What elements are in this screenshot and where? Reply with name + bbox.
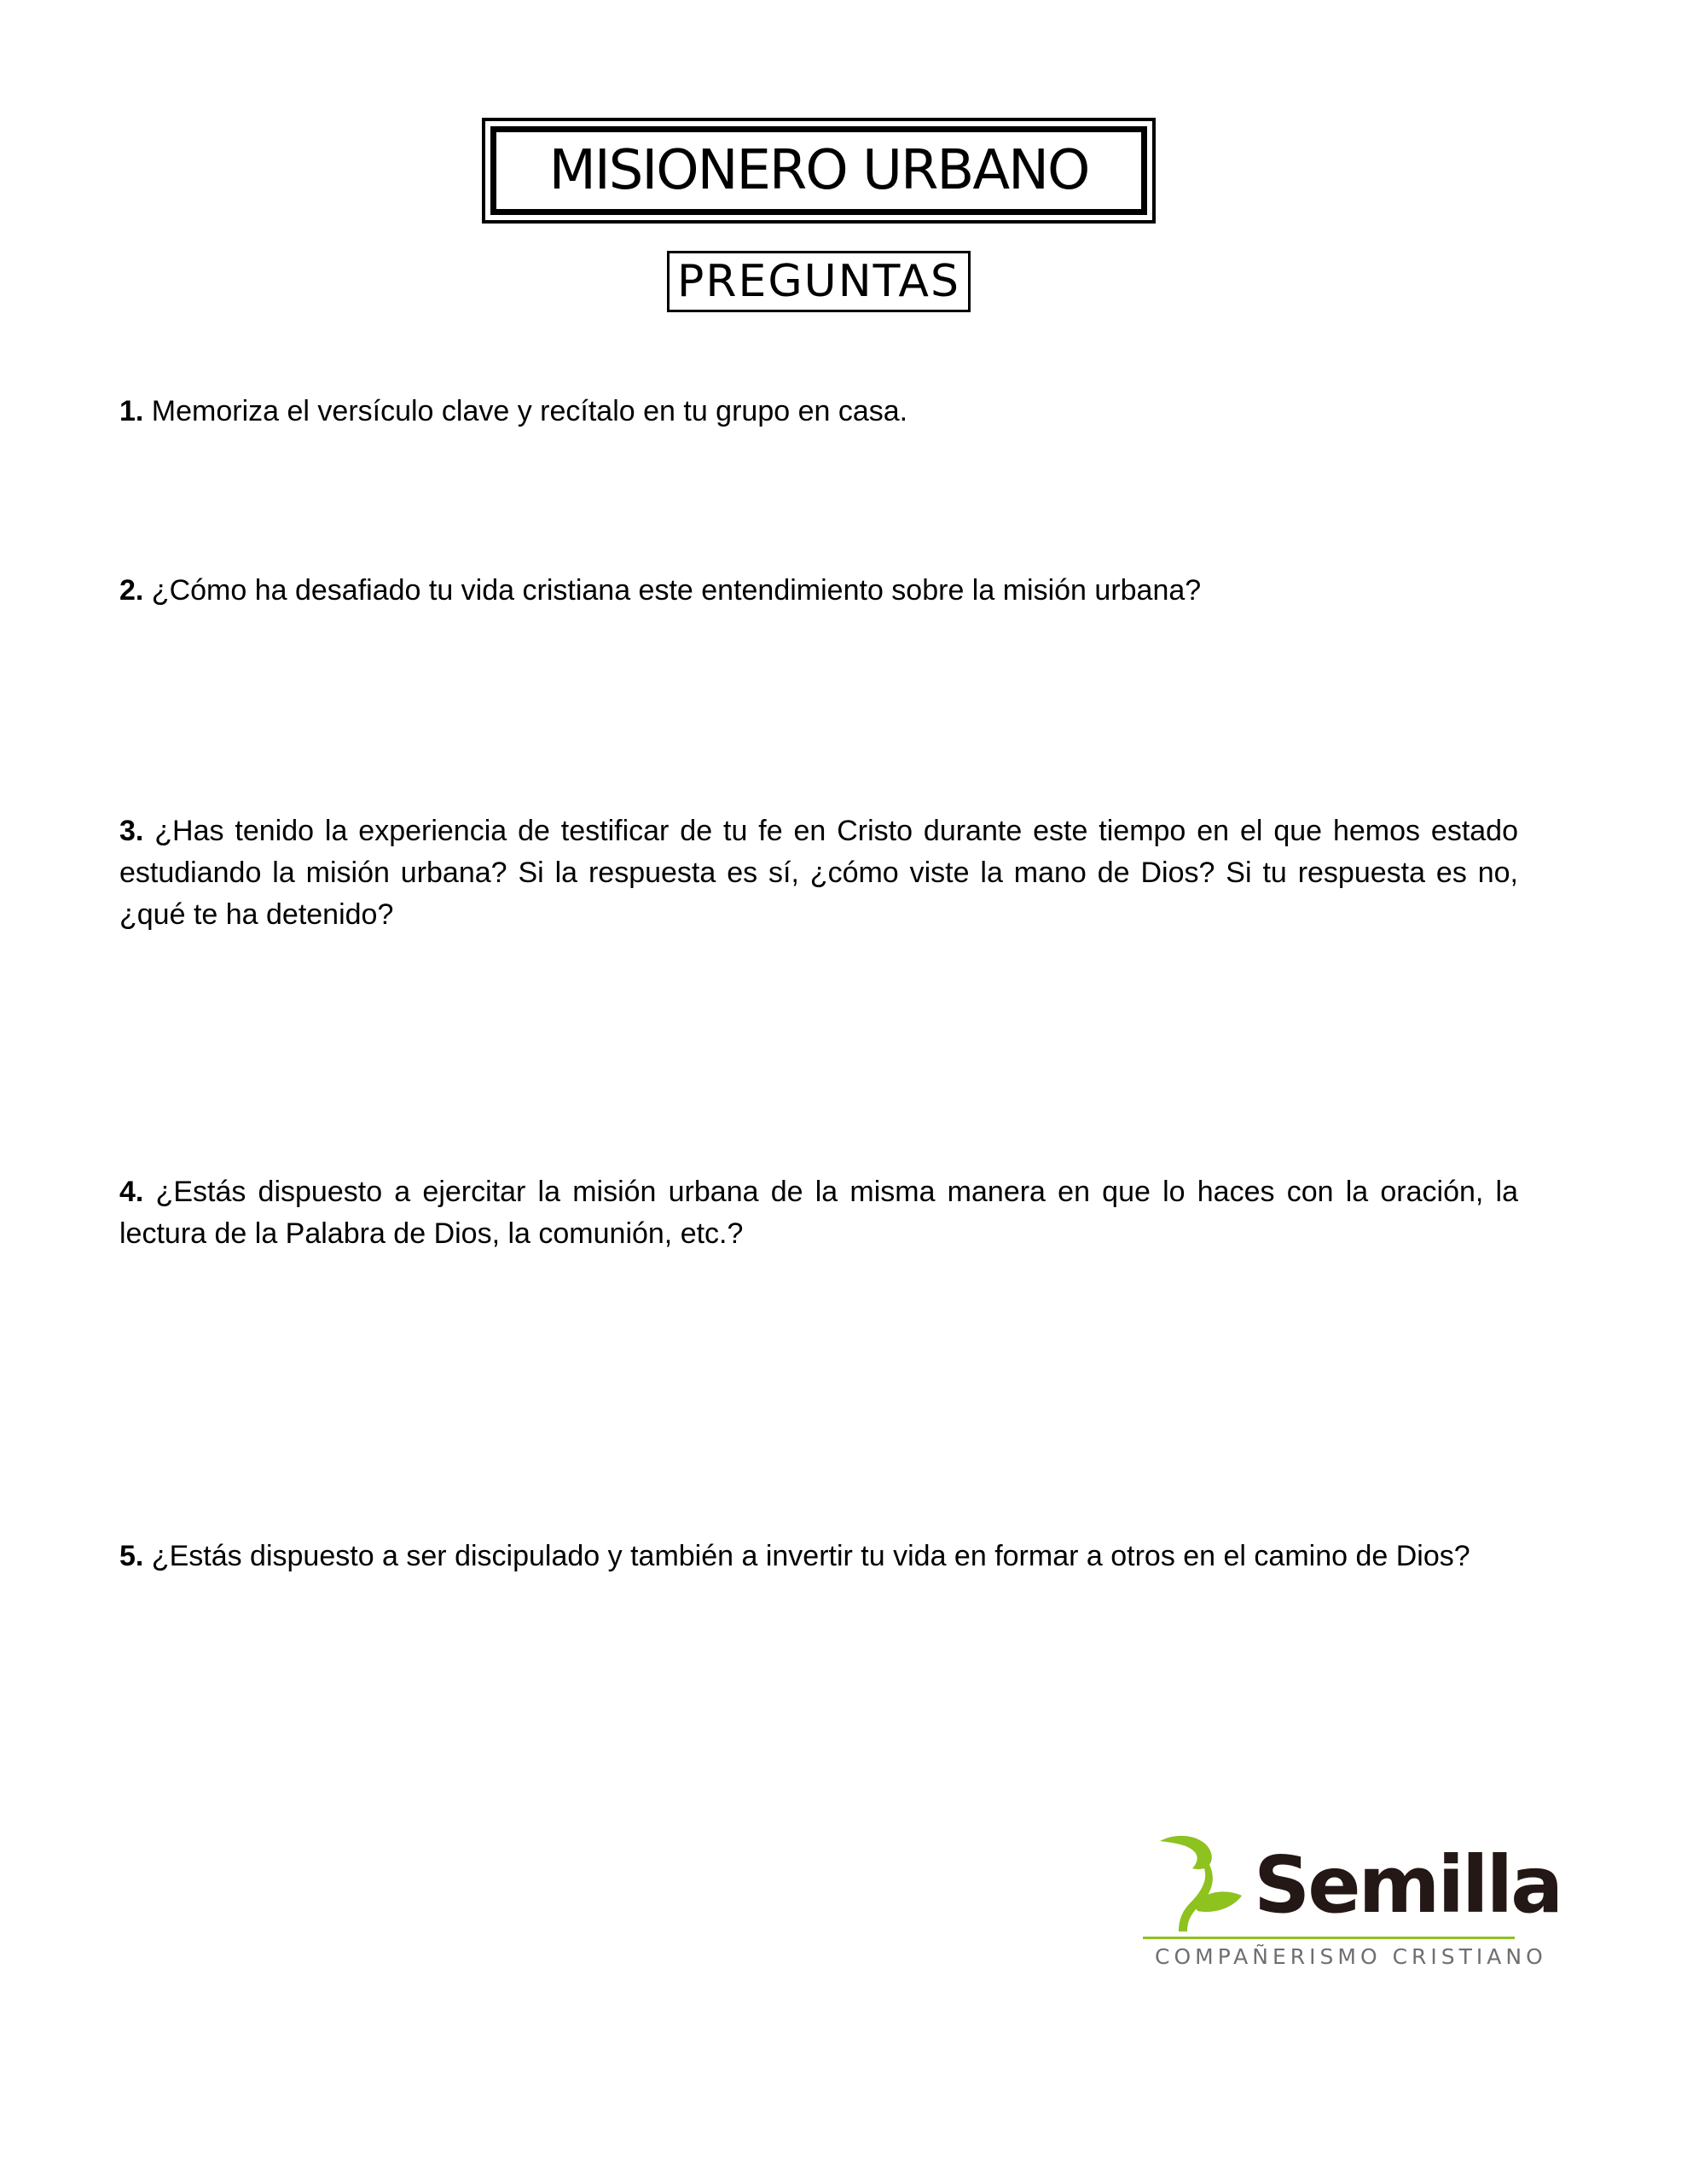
question-1 [119,391,1518,433]
subtitle-frame [667,251,971,312]
logo-wordmark: Semilla [1254,1839,1562,1931]
question-number: 5. [119,1540,144,1572]
title-frame [482,118,1156,224]
question-text: ¿Has tenido la experiencia de testificar de tu fe en Cristo durante este tiempo en el que hemos estado estudiando la misión urbana? Si la respuesta es sí, ¿cómo viste la mano de Dios? Si tu respuesta es no, ¿qué te ha detenido? [119,815,1518,931]
page-subtitle: PREGUNTAS [677,256,960,307]
question-number: 1. [119,395,144,427]
semilla-logo [1143,1834,1562,1979]
logo-divider [1143,1937,1515,1939]
question-number: 2. [119,574,144,607]
page-title: MISIONERO URBANO [548,139,1089,202]
sprout-icon [1153,1834,1247,1932]
question-text: ¿Cómo ha desafiado tu vida cristiana este entendimiento sobre la misión urbana? [143,574,1202,607]
question-text: ¿Estás dispuesto a ser discipulado y también a invertir tu vida en formar a otros en el camino de Dios? [143,1540,1470,1572]
question-4 [119,1171,1518,1255]
question-text: Memoriza el versículo clave y recítalo en tu grupo en casa. [143,395,908,427]
logo-tagline: COMPAÑERISMO CRISTIANO [1155,1944,1547,1969]
question-5 [119,1536,1518,1577]
title-frame-inner [490,126,1147,215]
question-3 [119,810,1518,936]
question-2 [119,570,1518,612]
question-number: 4. [119,1176,144,1208]
question-text: ¿Estás dispuesto a ejercitar la misión urbana de la misma manera en que lo haces con la oración, la lectura de la Palabra de Dios, la comunión, etc.? [119,1176,1518,1250]
question-number: 3. [119,815,144,847]
